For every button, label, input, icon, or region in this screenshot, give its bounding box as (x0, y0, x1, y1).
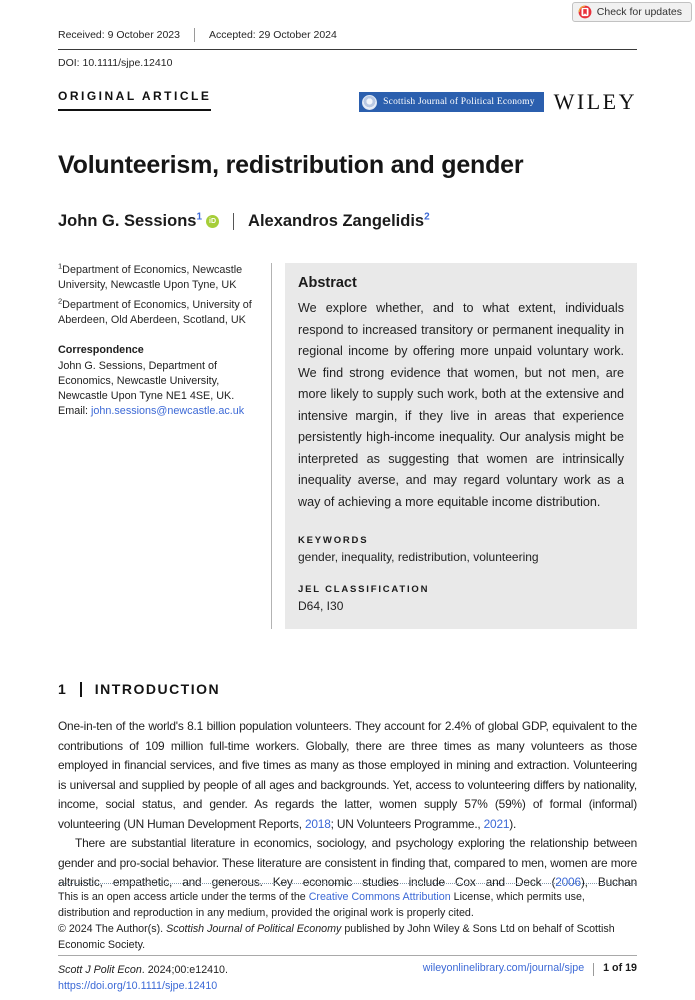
citation-rest: . 2024;00:e12410. (141, 964, 228, 976)
article-type-label: ORIGINAL ARTICLE (58, 89, 211, 111)
author-2 (248, 212, 430, 231)
page-footer (58, 955, 637, 994)
abstract-panel (285, 263, 637, 629)
check-for-updates-button[interactable] (572, 2, 692, 22)
society-crest-icon (362, 95, 377, 110)
received-accepted-row (58, 28, 637, 50)
license-text (58, 889, 637, 921)
author-2-name: Alexandros Zangelidis (248, 212, 425, 230)
orcid-icon[interactable]: iD (206, 215, 219, 228)
check-for-updates-label: Check for updates (596, 6, 682, 18)
page-number: 1 of 19 (603, 962, 637, 974)
author-divider (233, 213, 234, 230)
article-type-row (58, 89, 637, 115)
section-title: INTRODUCTION (94, 681, 221, 697)
wiley-logo: WILEY (553, 89, 637, 114)
abstract-heading: Abstract (298, 275, 357, 291)
keywords-heading: KEYWORDS (298, 535, 369, 546)
author-2-affiliation-mark: 2 (424, 211, 430, 223)
copyright-text (58, 921, 637, 953)
citation-line (58, 962, 228, 978)
creative-commons-link[interactable]: Creative Commons Attribution (308, 891, 451, 903)
intro-paragraph-1 (58, 717, 637, 834)
affiliation-2 (58, 298, 257, 328)
affiliation-1 (58, 263, 257, 293)
copyright-segment: © 2024 The Author(s). (58, 923, 167, 935)
correspondence-heading: Correspondence (58, 344, 144, 356)
paragraph-text: There are substantial literature in economics, sociology, and psychology exploring the relationship between gender and pro-social behavior. These literature are consistent in finding that, compared to men, women are more altruistic, empathetic, and generous. Key economic studies include Cox and Deck ( (58, 836, 637, 889)
journal-name: Scottish Journal of Political Economy (383, 97, 535, 107)
section-heading-introduction (58, 681, 637, 697)
keywords-text: gender, inequality, redistribution, volunteering (298, 550, 539, 564)
license-footnote (58, 883, 637, 953)
affiliation-2-text: Department of Economics, University of Aberdeen, Old Aberdeen, Scotland, UK (58, 299, 252, 326)
journal-badge (359, 92, 543, 112)
doi-line: DOI: 10.1111/sjpe.12410 (58, 57, 173, 69)
email-label: Email: (58, 405, 91, 417)
license-segment: This is an open access article under the terms of the (58, 891, 309, 903)
doi-link[interactable]: https://doi.org/10.1111/sjpe.12410 (58, 980, 218, 992)
citation-link-2021[interactable]: 2021 (483, 816, 510, 831)
wiley-online-library-link[interactable]: wileyonlinelibrary.com/journal/sjpe (422, 962, 585, 974)
divider (194, 28, 195, 42)
citation-link-2018[interactable]: 2018 (304, 816, 331, 831)
author-1 (58, 212, 202, 231)
affiliations-column (58, 263, 272, 629)
affiliation-1-mark: 1 (58, 261, 63, 271)
affiliation-1-text: Department of Economics, Newcastle University, Newcastle Upon Tyne, UK (58, 264, 243, 291)
paragraph-text: One-in-ten of the world's 8.1 billion population volunteers. They account for 2.4% of global GDP, equivalent to the contributions of 109 million full-time workers. Globally, there are three times as many volunteers as those employed in financial services, and five times as many as those employed in mining and extraction. Volunteering is universal and supplied by people of all ages and backgrounds. Yet, access to volunteering differs by nationality, income, social status, and gender. As regards the latter, women supply 57% (59%) of formal (informal) volunteering (UN Human Development Reports, (58, 719, 637, 831)
affiliation-2-mark: 2 (58, 296, 63, 306)
accepted-date: Accepted: 29 October 2024 (209, 29, 337, 41)
copyright-segment: published by John Wiley & Sons Ltd on behalf of Scottish Economic Society. (58, 923, 615, 951)
footer-divider (593, 963, 594, 976)
abstract-text: We explore whether, and to what extent, individuals respond to increased transitory or permanent inequality in regional income by offering more unpaid voluntary work. We find strong evidence that women, but not men, are more likely to supply such work, both at the extensive and intensive margin, if they live in areas that experience persistently high-income inequality. Our analysis might be interpreted as suggesting that women are intrinsically inequality averse, and may regard voluntary work as a way of achieving a more equitable income distribution. (298, 301, 624, 509)
journal-name-italic: Scottish Journal of Political Economy (166, 923, 342, 935)
section-divider (80, 682, 82, 697)
page-title: Volunteerism, redistribution and gender (58, 151, 524, 179)
footer-right (423, 962, 637, 994)
correspondence-email-line (58, 404, 257, 419)
author-1-name: John G. Sessions (58, 212, 197, 230)
jel-text: D64, I30 (298, 599, 344, 613)
section-number: 1 (58, 681, 68, 697)
jel-heading: JEL CLASSIFICATION (298, 584, 430, 595)
correspondence-address: John G. Sessions, Department of Economics, Newcastle University, Newcastle Upon Tyne NE1 4SE, UK. (58, 360, 235, 402)
crossmark-icon (578, 5, 592, 19)
license-segment: License, which permits use, distribution and reproduction in any medium, provided the original work is properly cited. (58, 891, 585, 919)
email-link[interactable]: john.sessions@newcastle.ac.uk (91, 405, 245, 417)
journal-abbrev: Scott J Polit Econ (58, 964, 142, 976)
citation-link-2006[interactable]: 2006 (555, 875, 581, 889)
paragraph-text: ; UN Volunteers Programme., (330, 816, 484, 831)
received-date: Received: 9 October 2023 (58, 29, 180, 41)
paragraph-text: ), Buchan (580, 875, 637, 889)
author-1-affiliation-mark: 1 (196, 211, 203, 223)
introduction-body (58, 717, 637, 893)
footer-citation (58, 962, 228, 994)
brand-block (359, 89, 637, 115)
author-line (58, 212, 637, 231)
paragraph-text: ). (509, 816, 517, 831)
header-two-column (58, 263, 637, 629)
